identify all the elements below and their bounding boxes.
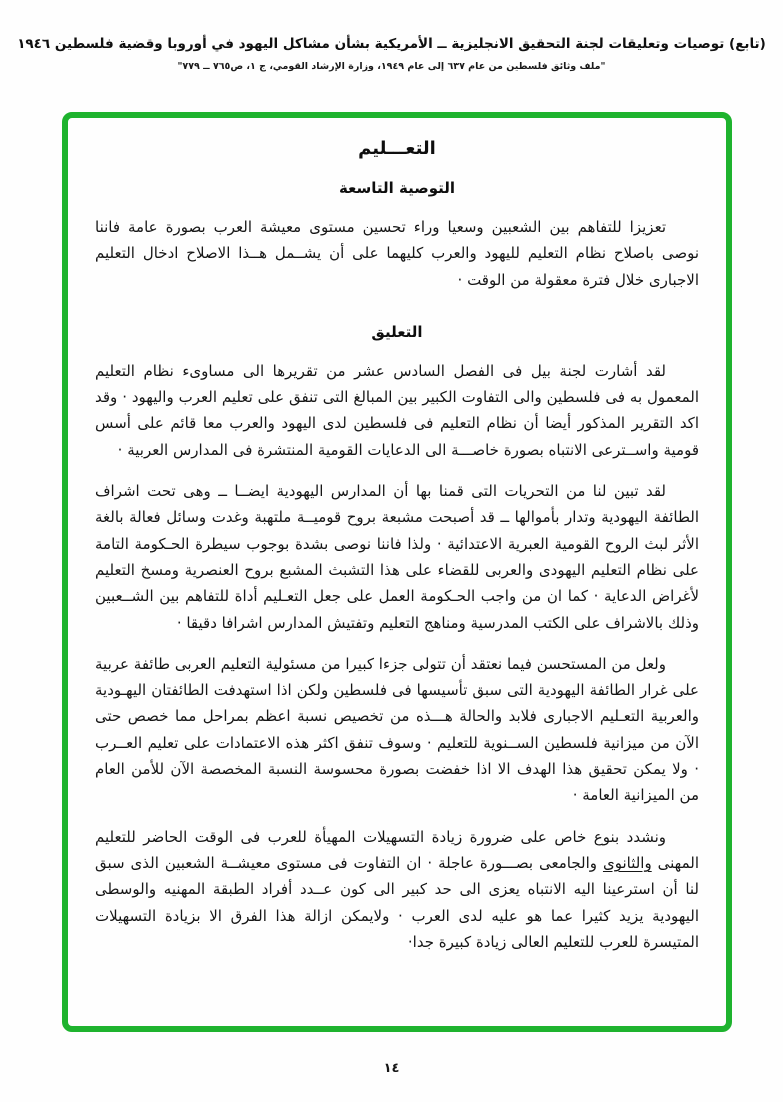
final-paragraph-text-after: والجامعى بصـــورة عاجلة · ان التفاوت فى مستوى معيشــة الشعبين الذى سبق لنا أن استرعينا اليه الانتباه يعزى الى حد كبير الى كون عــدد أفراد الطبقة المهنيه والوسطى اليهودية يزيد كثيرا عما هو عليه لدى العرب · ولايمكن ازالة هذا الفرق الا بزيادة التسهيلات المتيسرة للعرب للتعليم العالى زيادة كبيرة جدا· [95,853,699,951]
comment-paragraph-1: لقد أشارت لجنة بيل فى الفصل السادس عشر من تقريرها الى مساوىء نظام التعليم المعمول به فى فلسطين والى التفاوت الكبير بين المبالغ التى تنفق على تعليم العرب واليهود · وقد اكد التقرير المذكور أيضا أن نظام التعليم فى فلسطين لدى اليهود والعرب معا قائم على أسس قومية واســترعى الانتباه بصورة خاصـــة الى الدعايات القومية المنتشرة فى المدارس العربية · [95,361,699,459]
header-source-citation: "ملف وثائق فلسطين من عام ٦٣٧ إلى عام ١٩٤٩، وزارة الإرشاد القومي، ج ١، ص٧٦٥ ــ ٧٧٩" [177,61,606,72]
recommendation-heading: التوصية التاسعة [338,179,456,197]
comment-heading: التعليق [371,322,423,341]
comment-paragraph-4 [95,824,699,955]
section-title: التعـــليم [358,138,436,159]
comment-paragraph-2: لقد تبين لنا من التحريات التى قمنا بها أن المدارس اليهودية ايضــا ــ وهى تحت اشراف الطائفة اليهودية وتدار بأموالها ــ قد أصبحت مشبعة بروح قوميــة ملتهبة وغدت وسائل فعالة بالغة الأثر لبث الروح القومية العبرية الاعتدائية · ولذا فاننا نوصى بشدة بوجوب سيطرة الحـكومة التامة على نظام التعليم اليهودى والعربى للقضاء على هذا التشبث المشبع بروح العنصرية ومسخ التعليم لأغراض الدعاية · كما ان من واجب الحـكومة العمل على جعل التعـليم أداة للتفاهم بين الشــعبين وذلك بالاشراف على الكتب المدرسية ومناهج التعليم وتفتيش المدارس اشرافا دقيقا · [95,482,699,632]
comment-paragraph-3: ولعل من المستحسن فيما نعتقد أن تتولى جزءا كبيرا من مسئولية التعليم العربى طائفة عربية على غرار الطائفة اليهودية التى سبق تأسيسها فى فلسطين ولكن اذا استهدفت الطائفتان اليهـودية والعربية التعـليم الاجبارى فلابد والحالة هـــذه من تخصيص نسبة اعظم بمراحل مما خصص حتى الآن من ميزانية فلسطين الســنوية للتعليم · وسوف تنفق اكثر هذه الاعتمادات على تعليم العــرب · ولا يمكن تحقيق هذا الهدف الا اذا خفضت بصورة محسوسة النسبة المخصصة الآن للأمن العام من الميزانية العامة · [95,654,699,805]
header-title: (تابع) توصيات وتعليقات لجنة التحقيق الانجليزية ــ الأمريكية بشأن مشاكل اليهود في أوروبا وقضية فلسطين ١٩٤٦ [17,36,766,52]
page-number: ١٤ [383,1061,400,1076]
page-header [0,36,783,72]
recommendation-paragraph: تعزيزا للتفاهم بين الشعبين وسعيا وراء تحسين مستوى معيشة العرب بصورة عامة فاننا نوصى باصلاح نظام التعليم لليهود والعرب كليهما على أن يشــمل هــذا الاصلاح ادخال التعليم الاجبارى خلال فترة معقولة من الوقت · [95,218,699,289]
final-paragraph-text-before: ونشدد بنوع خاص على ضرورة زيادة التسهيلات المهيأة للعرب فى الوقت الحاضر للتعليم المهنى [95,827,699,872]
green-annotation-box [62,112,732,1032]
underlined-word: والثانوى [602,853,652,872]
page-footer [0,1057,783,1076]
